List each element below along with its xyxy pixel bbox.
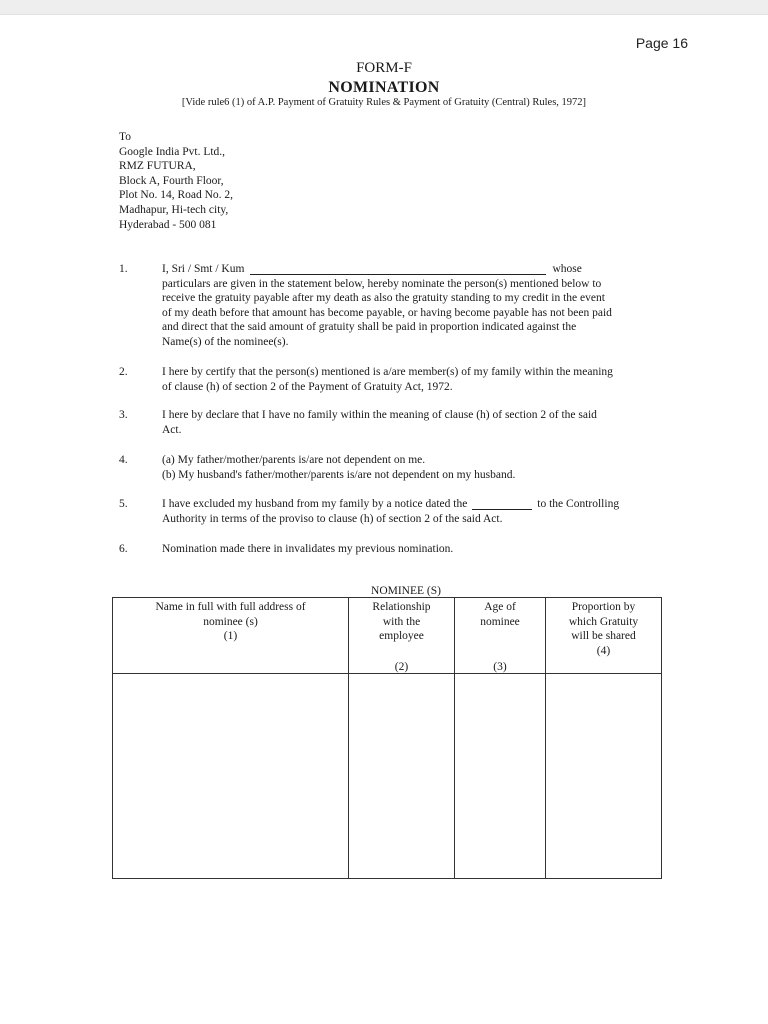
nominee-table	[112, 597, 662, 879]
address-line: Block A, Fourth Floor,	[119, 174, 224, 187]
item-number: 2.	[119, 366, 128, 378]
nominee-table-header-row	[113, 598, 662, 674]
column-number: (2)	[394, 661, 409, 673]
item-text: (b) My husband's father/mother/parents is/are not dependent on my husband.	[162, 468, 516, 481]
header-line: Proportion by	[571, 601, 636, 613]
header-line: nominee	[480, 615, 520, 628]
employee-name-blank[interactable]	[250, 263, 546, 275]
header-line: which Gratuity	[568, 615, 639, 628]
item-text: I, Sri / Smt / Kum	[162, 263, 245, 275]
item-text: to the Controlling	[537, 498, 620, 510]
item-text: Name(s) of the nominee(s).	[162, 335, 289, 348]
item-text: Authority in terms of the proviso to clause (h) of section 2 of the said Act.	[162, 512, 503, 525]
column-header-proportion	[546, 598, 662, 674]
column-header-age	[455, 598, 546, 674]
item-number: 4.	[119, 454, 128, 466]
nominee-relationship-cell[interactable]	[349, 674, 455, 879]
item-number: 3.	[119, 409, 128, 421]
addressee-block	[119, 130, 233, 232]
item-text: I here by declare that I have no family within the meaning of clause (h) of section 2 of the said	[162, 409, 597, 421]
nominee-age-cell[interactable]	[455, 674, 546, 879]
form-title: FORM-F	[356, 60, 412, 76]
nominee-proportion-cell[interactable]	[546, 674, 662, 879]
item-text: of clause (h) of section 2 of the Payment of Gratuity Act, 1972.	[162, 380, 453, 393]
rule-reference: [Vide rule6 (1) of A.P. Payment of Gratuity Rules & Payment of Gratuity (Central) Rules, 1972]	[181, 97, 587, 108]
notice-date-blank[interactable]	[472, 498, 532, 510]
item-number: 1.	[119, 263, 128, 275]
item-text: Act.	[162, 423, 182, 436]
address-line: To	[119, 131, 131, 143]
item-text: I have excluded my husband from my family by a notice dated the	[162, 498, 468, 510]
address-line: RMZ FUTURA,	[119, 160, 196, 173]
item-text: and direct that the said amount of gratuity shall be paid in proportion indicated against the	[162, 321, 577, 334]
nominee-table-heading: NOMINEE (S)	[371, 585, 441, 597]
item-text: Nomination made there in invalidates my previous nomination.	[162, 543, 454, 555]
address-line: Madhapur, Hi-tech city,	[119, 203, 229, 216]
address-line: Hyderabad - 500 081	[119, 218, 217, 231]
header-line: employee	[379, 630, 424, 642]
item-text: whose	[552, 263, 582, 275]
nominee-table-body-row	[113, 674, 662, 879]
page-number-label: Page 16	[635, 35, 688, 51]
item-text: receive the gratuity payable after my death as also the gratuity standing to my credit in the event	[162, 292, 605, 305]
item-number: 5.	[119, 498, 128, 510]
column-header-relationship	[349, 598, 455, 674]
item-text: of my death before that amount has become payable, or having become payable has not been paid	[162, 306, 612, 319]
item-text: particulars are given in the statement below, hereby nominate the person(s) mentioned below to	[162, 277, 602, 290]
header-line: will be shared	[571, 630, 636, 642]
column-header-name-address	[113, 598, 349, 674]
nominee-name-cell[interactable]	[113, 674, 349, 879]
item-text: (a) My father/mother/parents is/are not dependent on me.	[162, 454, 426, 466]
header-line: Relationship	[372, 601, 431, 613]
column-number: (3)	[493, 661, 507, 673]
header-line: (1)	[223, 630, 238, 642]
viewer-top-bar	[0, 0, 768, 15]
header-line: nominee (s)	[203, 615, 258, 628]
header-line: (4)	[596, 644, 611, 657]
header-line: Name in full with full address of	[155, 601, 306, 613]
header-line: Age of	[484, 601, 516, 613]
address-line: Plot No. 14, Road No. 2,	[119, 189, 234, 202]
nominee-table-wrapper	[112, 597, 662, 879]
form-subtitle: NOMINATION	[328, 79, 440, 96]
header-line: with the	[382, 615, 421, 628]
item-text: I here by certify that the person(s) mentioned is a/are member(s) of my family within the meaning	[162, 366, 613, 378]
item-number: 6.	[119, 543, 128, 555]
address-line: Google India Pvt. Ltd.,	[119, 145, 226, 158]
